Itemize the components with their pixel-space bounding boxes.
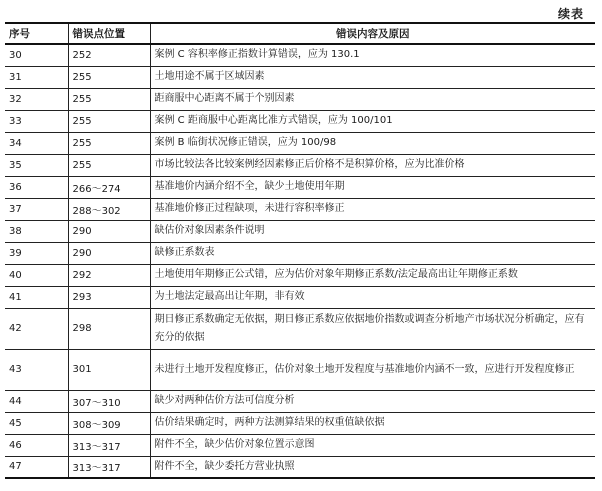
row-position: 290 <box>68 242 150 264</box>
table-row <box>5 264 595 286</box>
row-position: 292 <box>68 264 150 286</box>
row-no: 44 <box>5 390 68 412</box>
table-row <box>5 412 595 434</box>
row-no: 35 <box>5 154 68 176</box>
row-no: 34 <box>5 132 68 154</box>
row-no: 45 <box>5 412 68 434</box>
row-reason: 基准地价内涵介绍不全，缺少土地使用年期 <box>150 176 595 198</box>
continued-table-label: 续表 <box>557 7 584 21</box>
header-reason: 错误内容及原因 <box>150 23 595 44</box>
row-position: 266～274 <box>68 176 150 198</box>
row-position: 307～310 <box>68 390 150 412</box>
table-row <box>5 349 595 390</box>
row-reason: 缺估价对象因素条件说明 <box>150 220 595 242</box>
row-no: 40 <box>5 264 68 286</box>
row-position: 290 <box>68 220 150 242</box>
row-no: 38 <box>5 220 68 242</box>
row-reason: 土地用途不属于区域因素 <box>150 66 595 88</box>
header-no: 序号 <box>5 23 68 44</box>
row-no: 32 <box>5 88 68 110</box>
row-no: 36 <box>5 176 68 198</box>
table-row <box>5 390 595 412</box>
row-no: 41 <box>5 286 68 308</box>
table-row <box>5 154 595 176</box>
table-row <box>5 308 595 349</box>
row-reason: 距商服中心距离不属于个别因素 <box>150 88 595 110</box>
row-reason: 基准地价修正过程缺项，未进行容积率修正 <box>150 198 595 220</box>
row-no: 30 <box>5 44 68 66</box>
table-row <box>5 66 595 88</box>
row-reason: 土地使用年期修正公式错，应为估价对象年期修正系数/法定最高出让年期修正系数 <box>150 264 595 286</box>
row-no: 39 <box>5 242 68 264</box>
row-position: 301 <box>68 349 150 390</box>
row-reason: 案例 B 临街状况修正错误，应为 100/98 <box>150 132 595 154</box>
row-no: 42 <box>5 308 68 349</box>
row-position: 252 <box>68 44 150 66</box>
row-reason: 缺少对两种估价方法可信度分析 <box>150 390 595 412</box>
table-row <box>5 44 595 66</box>
row-reason: 缺修正系数表 <box>150 242 595 264</box>
row-no: 37 <box>5 198 68 220</box>
row-position: 308～309 <box>68 412 150 434</box>
table-row <box>5 110 595 132</box>
row-position: 255 <box>68 66 150 88</box>
row-position: 255 <box>68 132 150 154</box>
error-table <box>5 22 595 479</box>
table-row <box>5 434 595 456</box>
table-row <box>5 198 595 220</box>
row-position: 288～302 <box>68 198 150 220</box>
table-row <box>5 242 595 264</box>
table-header <box>5 23 595 44</box>
table-row <box>5 176 595 198</box>
row-reason: 未进行土地开发程度修正，估价对象土地开发程度与基准地价内涵不一致，应进行开发程度修正 <box>150 349 595 390</box>
row-no: 43 <box>5 349 68 390</box>
row-position: 313～317 <box>68 456 150 478</box>
table-row <box>5 286 595 308</box>
row-position: 255 <box>68 110 150 132</box>
table-row <box>5 220 595 242</box>
row-reason: 附件不全，缺少估价对象位置示意图 <box>150 434 595 456</box>
row-reason: 为土地法定最高出让年期，非有效 <box>150 286 595 308</box>
row-no: 33 <box>5 110 68 132</box>
row-position: 255 <box>68 154 150 176</box>
row-no: 31 <box>5 66 68 88</box>
row-position: 298 <box>68 308 150 349</box>
header-row <box>5 23 595 44</box>
row-reason: 期日修正系数确定无依据，期日修正系数应依据地价指数或调查分析地产市场状况分析确定，应有充分的依据 <box>150 308 595 349</box>
table-row <box>5 132 595 154</box>
header-position: 错误点位置 <box>68 23 150 44</box>
row-reason: 附件不全，缺少委托方营业执照 <box>150 456 595 478</box>
row-reason: 市场比较法各比较案例经因素修正后价格不是积算价格，应为比准价格 <box>150 154 595 176</box>
row-position: 255 <box>68 88 150 110</box>
table-body <box>5 44 595 478</box>
row-no: 46 <box>5 434 68 456</box>
table-row <box>5 456 595 478</box>
row-reason: 估价结果确定时，两种方法测算结果的权重值缺依据 <box>150 412 595 434</box>
row-reason: 案例 C 距商服中心距离比准方式错误，应为 100/101 <box>150 110 595 132</box>
row-reason: 案例 C 容积率修正指数计算错误，应为 130.1 <box>150 44 595 66</box>
row-no: 47 <box>5 456 68 478</box>
row-position: 313～317 <box>68 434 150 456</box>
table-row <box>5 88 595 110</box>
row-position: 293 <box>68 286 150 308</box>
